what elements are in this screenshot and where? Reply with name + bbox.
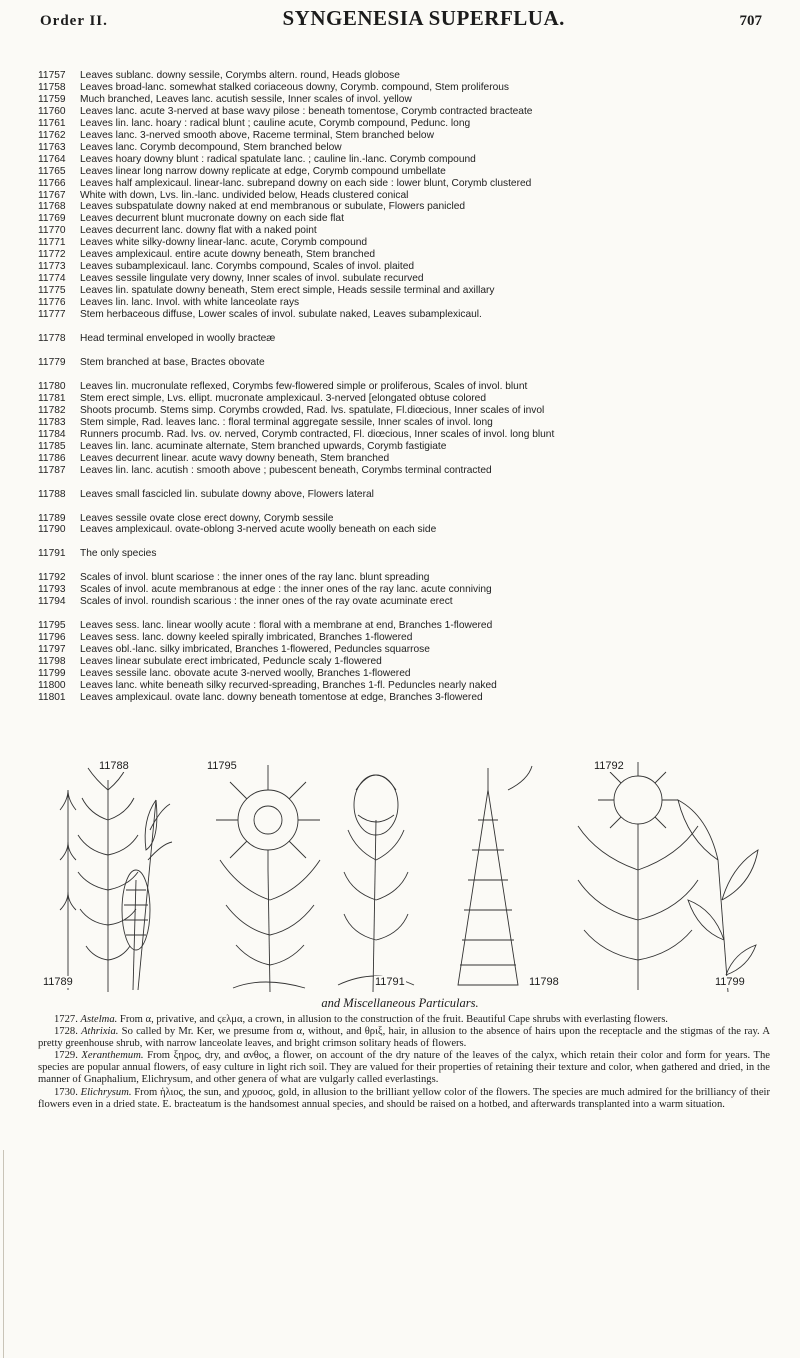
genus-name: Elichrysum. xyxy=(80,1086,132,1098)
genus-name: Athrixia. xyxy=(81,1026,119,1038)
species-number: 11766 xyxy=(38,177,66,189)
species-entry xyxy=(38,357,772,369)
species-number: 11774 xyxy=(38,273,66,285)
species-number: 11784 xyxy=(38,428,66,440)
species-entry xyxy=(38,285,772,297)
species-number: 11758 xyxy=(38,81,66,93)
species-entry xyxy=(38,381,772,393)
species-description: Leaves lin. spatulate downy beneath, Stem erect simple, Heads sessile terminal and axillary xyxy=(80,285,495,297)
species-entry xyxy=(38,632,772,644)
note-1728: 1728. Athrixia. So called by Mr. Ker, we presume from α, without, and θριξ, hair, in allusion to the absence of hairs upon the receptacle and the stigmas of the ray. A pretty greenhouse shrub, with narrow lanceolate leaves, and bright crimson solitary heads of flowers. xyxy=(38,1026,770,1050)
species-group xyxy=(38,572,772,608)
species-number: 11781 xyxy=(38,392,66,404)
species-description: Scales of invol. acute membranous at edge : the inner ones of the ray lanc. acute conniving xyxy=(80,584,492,596)
species-entry xyxy=(38,596,772,608)
species-entry xyxy=(38,584,772,596)
species-description: The only species xyxy=(80,548,157,560)
species-description: Leaves subspatulate downy naked at end membranous or subulate, Flowers panicled xyxy=(80,201,466,213)
species-entry xyxy=(38,429,772,441)
species-entry xyxy=(38,393,772,405)
species-number: 11775 xyxy=(38,285,66,297)
section-caption: and Miscellaneous Particulars. xyxy=(321,996,479,1010)
species-description: Leaves lanc. acute 3-nerved at base wavy pilose : beneath tomentose, Corymb contracted bracteate xyxy=(80,105,533,117)
species-number: 11785 xyxy=(38,440,66,452)
species-entry xyxy=(38,489,772,501)
species-entry xyxy=(38,94,772,106)
species-entry xyxy=(38,213,772,225)
species-entry xyxy=(38,190,772,202)
species-description: Leaves amplexicaul. ovate-oblong 3-nerved acute woolly beneath on each side xyxy=(80,524,437,536)
figure-label-11795: 11795 xyxy=(207,760,237,772)
species-entry xyxy=(38,644,772,656)
species-number: 11789 xyxy=(38,512,66,524)
species-group xyxy=(38,333,772,345)
species-number: 11793 xyxy=(38,584,66,596)
species-group xyxy=(38,513,772,537)
figure-label-11788: 11788 xyxy=(99,760,129,772)
species-number: 11777 xyxy=(38,309,66,321)
species-number: 11765 xyxy=(38,165,66,177)
species-description: Stem branched at base, Bractes obovate xyxy=(80,356,265,368)
species-entry xyxy=(38,237,772,249)
species-number: 11783 xyxy=(38,416,66,428)
species-description: Much branched, Leaves lanc. acutish sessile, Inner scales of invol. yellow xyxy=(80,93,412,105)
species-number: 11768 xyxy=(38,201,66,213)
figure-label-11799: 11799 xyxy=(715,976,745,988)
species-group xyxy=(38,548,772,560)
species-number: 11763 xyxy=(38,141,66,153)
species-description: Leaves lin. lanc. hoary : radical blunt ; cauline acute, Corymb compound, Pedunc. long xyxy=(80,117,471,129)
species-number: 11764 xyxy=(38,153,66,165)
note-1729: 1729. Xeranthemum. From ξηρος, dry, and ανθος, a flower, on account of the dry nature of the leaves of the calyx, which retain their color and form for years. The species are popular annual flowers, of easy culture in light rich soil. They are valued for their properties of retaining their texture and color, when gathered and dried, in the manner of Gnaphalium, Elichrysum, and other genera of what are vulgarly called everlastings. xyxy=(38,1050,770,1086)
species-entry xyxy=(38,548,772,560)
species-number: 11767 xyxy=(38,189,66,201)
figure-label-11798: 11798 xyxy=(529,976,559,988)
species-description: Stem herbaceous diffuse, Lower scales of invol. subulate naked, Leaves subamplexicaul. xyxy=(80,309,482,321)
species-entry xyxy=(38,166,772,178)
genus-name: Astelma. xyxy=(80,1014,118,1025)
species-entry xyxy=(38,249,772,261)
species-description: Head terminal enveloped in woolly bracteæ xyxy=(80,333,276,345)
species-number: 11778 xyxy=(38,333,66,345)
species-entry xyxy=(38,273,772,285)
note-1727: 1727. Astelma. From α, privative, and ϛελμα, a crown, in allusion to the construction of the fruit. Beautiful Cape shrubs with everlasting flowers. xyxy=(54,1014,668,1025)
species-number: 11757 xyxy=(38,70,66,81)
species-description: Leaves decurrent blunt mucronate downy on each side flat xyxy=(80,213,344,225)
species-entry xyxy=(38,572,772,584)
species-description: Leaves small fascicled lin. subulate downy above, Flowers lateral xyxy=(80,488,374,500)
plant-11789 xyxy=(122,800,172,990)
species-entry xyxy=(38,620,772,632)
species-number: 11798 xyxy=(38,656,66,668)
species-number: 11794 xyxy=(38,596,66,608)
species-entry xyxy=(38,309,772,321)
species-description: Leaves linear long narrow downy replicate at edge, Corymb compound umbellate xyxy=(80,165,446,177)
species-description: Stem erect simple, Lvs. ellipt. mucronate amplexicaul. 3-nerved [elongated obtuse colored xyxy=(80,392,487,404)
plant-11795 xyxy=(216,765,320,992)
species-description: Leaves obl.-lanc. silky imbricated, Branches 1-flowered, Peduncles squarrose xyxy=(80,644,430,656)
note-1730: 1730. Elichrysum. From ἡλιος, the sun, and χρυσος, gold, in allusion to the brilliant yellow color of the flowers. The species are much admired for the brilliancy of their flowers even in a dried state. E. bracteatum is the handsomest annual species, and should be raised on a hotbed, and afterwards transplanted into a warm situation. xyxy=(38,1086,771,1110)
species-number: 11790 xyxy=(38,524,66,536)
species-description: Leaves lin. mucronulate reflexed, Corymbs few-flowered simple or proliferous, Scales of invol. blunt xyxy=(80,380,528,392)
species-description: Leaves lanc. Corymb decompound, Stem branched below xyxy=(80,141,342,153)
species-group xyxy=(38,70,772,321)
page-title: SYNGENESIA SUPERFLUA. xyxy=(282,6,565,30)
species-entry xyxy=(38,82,772,94)
plant-11791 xyxy=(338,775,414,992)
species-entry xyxy=(38,142,772,154)
species-entry xyxy=(38,680,772,692)
species-description: Leaves white silky-downy linear-lanc. acute, Corymb compound xyxy=(80,237,368,249)
species-description: Leaves lin. lanc. acuminate alternate, Stem branched upwards, Corymb fastigiate xyxy=(80,440,447,452)
species-number: 11761 xyxy=(38,117,66,129)
species-number: 11795 xyxy=(38,620,66,632)
species-number: 11799 xyxy=(38,668,66,680)
species-description: Leaves sessile ovate close erect downy, Corymb sessile xyxy=(80,512,334,524)
species-number: 11782 xyxy=(38,404,66,416)
species-description: Leaves sess. lanc. linear woolly acute : floral with a membrane at end, Branches 1-flowered xyxy=(80,620,493,632)
species-entry xyxy=(38,70,772,82)
species-listing xyxy=(38,70,772,716)
page-number: 707 xyxy=(739,13,762,29)
species-entry xyxy=(38,261,772,273)
plant-11792 xyxy=(578,762,698,990)
species-number: 11776 xyxy=(38,297,66,309)
species-description: Leaves lin. lanc. Invol. with white lanceolate rays xyxy=(80,297,300,309)
species-entry xyxy=(38,333,772,345)
species-number: 11772 xyxy=(38,249,66,261)
page-edge-divider xyxy=(3,1150,4,1358)
species-description: Leaves sublanc. downy sessile, Corymbs altern. round, Heads globose xyxy=(80,70,400,81)
species-group xyxy=(38,381,772,477)
species-description: Leaves decurrent lanc. downy flat with a naked point xyxy=(80,225,317,237)
species-number: 11769 xyxy=(38,213,66,225)
species-entry xyxy=(38,225,772,237)
species-description: Leaves sessile lingulate very downy, Inner scales of invol. subulate recurved xyxy=(80,273,424,285)
figure-label-11789: 11789 xyxy=(43,976,73,988)
species-number: 11786 xyxy=(38,452,66,464)
species-entry xyxy=(38,154,772,166)
species-description: Scales of invol. blunt scariose : the inner ones of the ray lanc. blunt spreading xyxy=(80,572,430,584)
order-heading: Order II. xyxy=(40,13,108,29)
species-description: Leaves subamplexicaul. lanc. Corymbs compound, Scales of invol. plaited xyxy=(80,261,415,273)
species-description: Leaves lanc. 3-nerved smooth above, Raceme terminal, Stem branched below xyxy=(80,129,434,141)
species-description: Scales of invol. roundish scarious : the inner ones of the ray ovate acuminate erect xyxy=(80,596,453,608)
species-number: 11779 xyxy=(38,356,66,368)
species-number: 11788 xyxy=(38,488,66,500)
species-description: Leaves lin. lanc. acutish : smooth above ; pubescent beneath, Corymbs terminal contracted xyxy=(80,464,492,476)
page-header xyxy=(40,6,762,36)
species-entry xyxy=(38,513,772,525)
species-entry xyxy=(38,668,772,680)
species-entry xyxy=(38,465,772,477)
species-number: 11759 xyxy=(38,93,66,105)
genus-notes xyxy=(38,1014,770,1111)
species-entry xyxy=(38,441,772,453)
species-number: 11800 xyxy=(38,679,66,691)
species-entry xyxy=(38,453,772,465)
plant-11798 xyxy=(458,766,532,985)
species-description: Leaves amplexicaul. ovate lanc. downy beneath tomentose at edge, Branches 3-flowered xyxy=(80,691,483,703)
species-entry xyxy=(38,178,772,190)
species-entry xyxy=(38,201,772,213)
species-number: 11792 xyxy=(38,572,66,584)
species-number: 11771 xyxy=(38,237,66,249)
species-number: 11797 xyxy=(38,644,66,656)
species-entry xyxy=(38,405,772,417)
species-description: Stem simple, Rad. leaves lanc. : floral terminal aggregate sessile, Inner scales of invol. long xyxy=(80,416,493,428)
species-number: 11796 xyxy=(38,632,66,644)
genus-name: Xeranthemum. xyxy=(81,1050,144,1062)
species-description: Leaves hoary downy blunt : radical spatulate lanc. ; cauline lin.-lanc. Corymb compound xyxy=(80,153,476,165)
species-description: Leaves linear subulate erect imbricated, Peduncle scaly 1-flowered xyxy=(80,656,382,668)
figure-label-11791: 11791 xyxy=(375,976,405,988)
species-entry xyxy=(38,118,772,130)
species-entry xyxy=(38,692,772,704)
species-description: Leaves amplexicaul. entire acute downy beneath, Stem branched xyxy=(80,249,376,261)
species-description: Leaves sessile lanc. obovate acute 3-nerved woolly, Branches 1-flowered xyxy=(80,668,411,680)
botanical-illustration xyxy=(38,760,760,995)
species-number: 11770 xyxy=(38,225,66,237)
species-description: Leaves decurrent linear. acute wavy downy beneath, Stem branched xyxy=(80,452,390,464)
species-number: 11760 xyxy=(38,105,66,117)
species-number: 11773 xyxy=(38,261,66,273)
figure-label-11792: 11792 xyxy=(594,760,624,772)
species-description: Leaves sess. lanc. downy keeled spirally imbricated, Branches 1-flowered xyxy=(80,632,413,644)
species-entry xyxy=(38,130,772,142)
plant-11799 xyxy=(678,800,758,992)
species-number: 11762 xyxy=(38,129,66,141)
species-description: Runners procumb. Rad. lvs. ov. nerved, Corymb contracted, Fl. diœcious, Inner scales of invol. long blunt xyxy=(80,428,555,440)
species-description: Shoots procumb. Stems simp. Corymbs crowded, Rad. lvs. spatulate, Fl.diœcious, Inner scales of invol xyxy=(80,404,545,416)
species-number: 11791 xyxy=(38,548,66,560)
species-group xyxy=(38,357,772,369)
species-entry xyxy=(38,417,772,429)
species-description: Leaves broad-lanc. somewhat stalked coriaceous downy, Corymb. compound, Stem proliferous xyxy=(80,81,510,93)
species-entry xyxy=(38,106,772,118)
species-group xyxy=(38,489,772,501)
species-description: Leaves lanc. white beneath silky recurved-spreading, Branches 1-fl. Peduncles nearly naked xyxy=(80,679,497,691)
species-entry xyxy=(38,524,772,536)
species-description: Leaves half amplexicaul. linear-lanc. subrepand downy on each side : lower blunt, Corymb clustered xyxy=(80,177,532,189)
species-number: 11780 xyxy=(38,380,66,392)
species-description: White with down, Lvs. lin.-lanc. undivided below, Heads clustered conical xyxy=(80,189,409,201)
species-number: 11801 xyxy=(38,691,66,703)
species-group xyxy=(38,620,772,704)
species-entry xyxy=(38,297,772,309)
species-number: 11787 xyxy=(38,464,66,476)
species-entry xyxy=(38,656,772,668)
illustration-drawing xyxy=(38,760,760,995)
